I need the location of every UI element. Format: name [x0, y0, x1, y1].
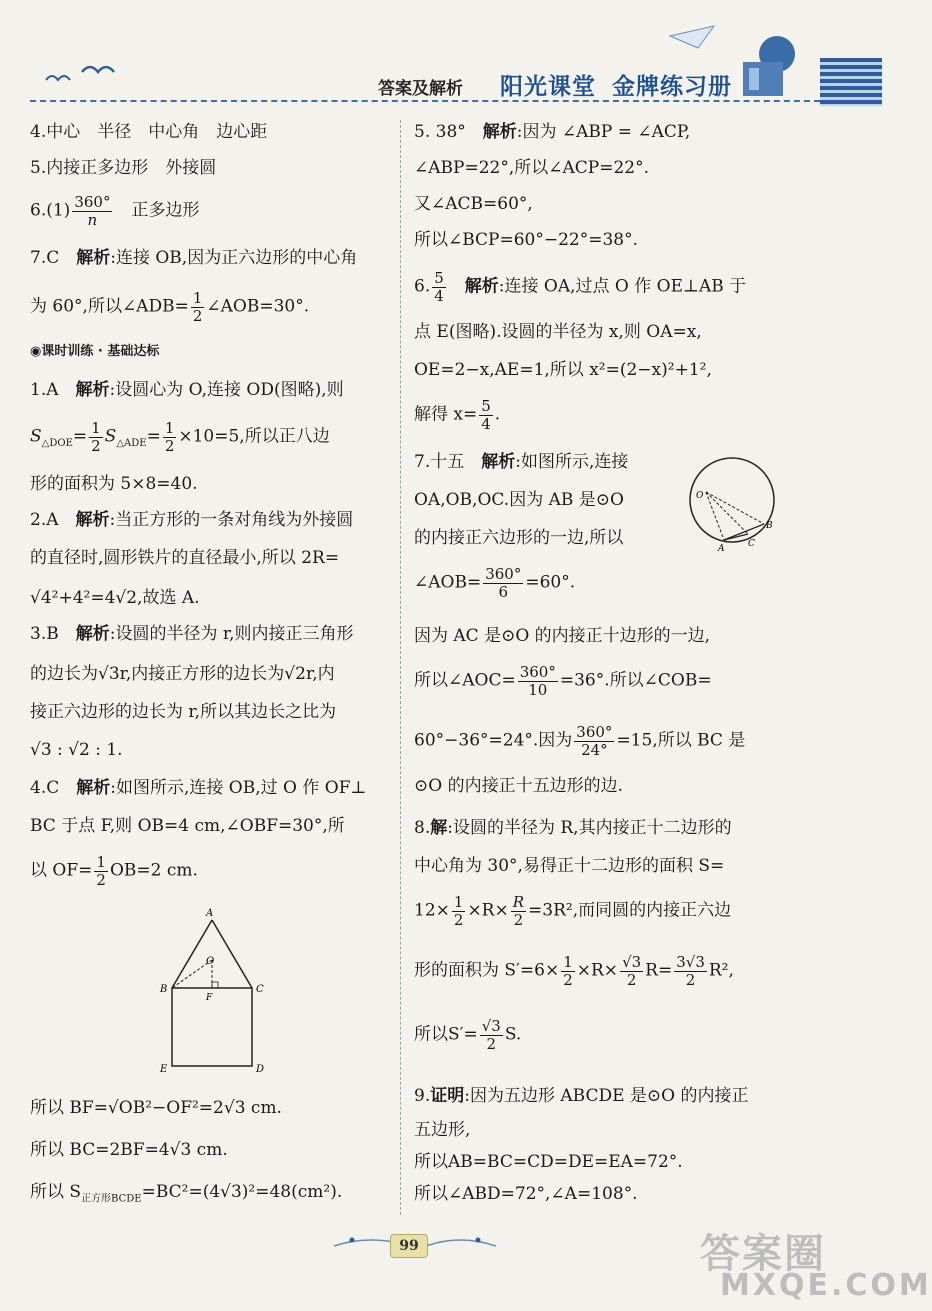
denominator: 2	[453, 910, 464, 929]
numerator	[511, 894, 526, 912]
text: 2.A	[30, 510, 76, 530]
text: 6.	[414, 276, 431, 297]
answer-b3-line3: 接正六边形的边长为 r,所以其边长之比为	[30, 702, 337, 722]
denominator: 2	[486, 1034, 497, 1053]
answer-b4-line5: 所以 BC=2BF=4√3 cm.	[30, 1140, 228, 1160]
numerator: 1	[192, 289, 203, 307]
answer-7-line2	[30, 290, 309, 324]
numerator: 5	[434, 269, 444, 287]
answer-r9-line2: 五边形,	[414, 1120, 471, 1140]
answer-r7-line3: 的内接正六边形的一边,所以	[414, 528, 624, 548]
text: 3.B	[30, 624, 76, 644]
text: =	[146, 426, 161, 447]
circle-figure	[684, 452, 784, 552]
text: 为 60°,所以∠ADB=	[30, 296, 189, 317]
keyword: 解	[430, 818, 448, 838]
numerator: 360°	[576, 723, 613, 741]
fraction	[163, 420, 177, 454]
answer-b1-line2	[30, 420, 330, 454]
subscript: △DOE	[41, 437, 73, 449]
text: S	[104, 426, 117, 447]
keyword: 证明	[430, 1086, 465, 1106]
page-number: 99	[390, 1234, 428, 1258]
fraction	[479, 398, 493, 432]
house-figure	[130, 896, 300, 1086]
answer-4: 4.中心 半径 中心角 边心距	[30, 122, 268, 142]
answer-r5-line3: 又∠ACB=60°,	[414, 194, 533, 214]
fraction	[518, 664, 558, 698]
label-F: F	[206, 993, 213, 1003]
text: R=	[645, 960, 673, 981]
keyword: 解析	[76, 778, 111, 798]
fraction	[94, 854, 108, 888]
header-title-b: 金牌练习册	[612, 73, 732, 100]
denominator: 2	[626, 970, 637, 989]
text: :设圆的半径为 r,则内接正三角形	[109, 624, 354, 644]
denominator: 2	[192, 306, 203, 325]
den-text: n	[87, 210, 98, 229]
text: =BC²=(4√3)²=48(cm²).	[141, 1182, 343, 1202]
globe-icon	[735, 32, 805, 102]
answer-b2-line1	[30, 510, 353, 530]
numerator: 1	[91, 419, 101, 437]
answer-b2-line3: √4²+4²=4√2,故选 A.	[30, 588, 200, 608]
page-header	[0, 0, 900, 118]
text: R²,	[708, 960, 734, 981]
answer-r8-line3	[414, 894, 731, 928]
text: :当正方形的一条对角线为外接圆	[109, 510, 354, 530]
answer-r8-line4	[414, 954, 734, 988]
numerator: 360°	[519, 663, 556, 681]
text: 9.	[414, 1086, 431, 1106]
section-title: 课时训练 · 基础达标	[41, 344, 160, 359]
denominator: 2	[513, 910, 524, 929]
text: 60°−36°=24°.因为	[414, 730, 573, 751]
num-text: R	[512, 893, 525, 911]
text: S.	[504, 1024, 522, 1045]
keyword: 解析	[464, 276, 499, 297]
text: ×R×	[467, 900, 509, 921]
answer-r8-line5	[414, 1018, 521, 1052]
section-badge-icon: ◉	[30, 344, 42, 359]
text: :设圆的半径为 R,其内接正十二边形的	[447, 818, 732, 838]
answer-r8-line1	[414, 818, 732, 838]
denominator: 2	[96, 870, 106, 889]
fraction	[72, 194, 112, 228]
answer-r8-line2: 中心角为 30°,易得正十二边形的面积 S=	[414, 856, 725, 876]
keyword: 解析	[75, 380, 110, 400]
text: 所以∠AOC=	[414, 670, 516, 691]
text: 1.A	[30, 380, 76, 400]
answer-r6-line2: 点 E(图略).设圆的半径为 x,则 OA=x,	[414, 322, 702, 342]
label-O: O	[696, 491, 704, 501]
answer-b4-line1	[30, 778, 366, 798]
numerator: √3	[622, 953, 642, 971]
numerator: 3√3	[676, 953, 705, 971]
label-C: C	[748, 539, 755, 549]
keyword: 解析	[481, 452, 516, 472]
text: :因为 ∠ABP = ∠ACP,	[516, 122, 691, 142]
numerator: 5	[481, 397, 491, 415]
text: =15,所以 BC 是	[616, 730, 746, 751]
text: S	[30, 426, 42, 447]
answer-r7-line7	[414, 724, 745, 758]
answer-r7-line1	[414, 452, 628, 472]
text: 形的面积为 S′=6×	[414, 960, 560, 981]
label-C: C	[256, 984, 264, 995]
header-label: 答案及解析	[378, 79, 463, 99]
text: :设圆心为 O,连接 OD(图略),则	[109, 380, 344, 400]
denominator: 2	[563, 970, 573, 989]
text: 以 OF=	[30, 860, 93, 881]
denominator: 2	[685, 970, 696, 989]
answer-b3-line4: √3 : √2 : 1.	[30, 740, 123, 760]
label-A: A	[718, 544, 725, 554]
label-E: E	[160, 1064, 168, 1075]
numerator: 1	[164, 419, 175, 437]
answer-r6-line1	[414, 270, 746, 304]
answer-r7-line4	[414, 566, 575, 600]
keyword: 解析	[75, 624, 110, 644]
text: 4.C	[30, 778, 77, 798]
answer-b3-line1	[30, 624, 354, 644]
text: =	[72, 426, 88, 447]
label-B: B	[766, 521, 773, 531]
text: 正多边形	[131, 200, 200, 221]
denominator	[72, 212, 112, 229]
answer-b2-line2: 的直径时,圆形铁片的直径最小,所以 2R=	[30, 548, 340, 568]
text: ×10=5,所以正八边	[178, 426, 330, 447]
keyword: 解析	[76, 248, 111, 268]
text: ∠AOB=	[414, 572, 482, 593]
column-divider	[400, 120, 401, 1215]
keyword: 解析	[482, 122, 517, 142]
label-B: B	[160, 984, 168, 995]
text: 7.C	[30, 248, 77, 268]
answer-b4-line4: 所以 BF=√OB²−OF²=2√3 cm.	[30, 1098, 282, 1118]
label-A: A	[206, 908, 214, 919]
text: :连接 OB,因为正六边形的中心角	[110, 248, 358, 268]
text: 所以S′=	[414, 1024, 478, 1045]
fraction	[483, 566, 523, 600]
answer-r6-line4: 解得 x= $\frac{5}{4}$ .	[414, 397, 501, 433]
label-O: O	[206, 956, 215, 967]
denominator: 6	[498, 582, 509, 601]
answer-r7-line5: 因为 AC 是⊙O 的内接正十边形的一边,	[414, 626, 711, 646]
text: 所以 S	[30, 1182, 82, 1202]
numerator: 1	[453, 893, 464, 911]
text: ∠AOB=30°.	[206, 296, 310, 317]
text: =36°.所以∠COB=	[559, 670, 712, 691]
denominator: 4	[434, 286, 444, 305]
fraction	[574, 724, 614, 758]
text: 12×	[414, 900, 450, 921]
answer-b4-line3	[30, 854, 198, 888]
numerator: 360°	[74, 193, 111, 211]
answer-r9-line1	[414, 1086, 749, 1106]
fraction	[511, 894, 526, 928]
answer-b1-line1	[30, 380, 344, 400]
denominator: 4	[481, 414, 491, 433]
keyword: 解析	[75, 510, 110, 530]
numerator: √3	[481, 1017, 501, 1035]
text: :因为五边形 ABCDE 是⊙O 的内接正	[464, 1086, 749, 1106]
fraction	[89, 420, 103, 454]
subscript: 正方形BCDE	[81, 1193, 142, 1205]
fraction	[561, 954, 575, 988]
answer-5: 5.内接正多边形 外接圆	[30, 158, 217, 178]
answer-b3-line2: 的边长为√3r,内接正方形的边长为√2r,内	[30, 664, 335, 684]
answer-6	[30, 194, 199, 228]
fraction	[432, 270, 446, 304]
numerator: 360°	[485, 565, 522, 583]
watermark: 答案圈	[700, 1231, 826, 1277]
watermark-url: MXQE.COM	[720, 1268, 932, 1303]
answer-7-line1	[30, 248, 357, 268]
answer-r7-line6	[414, 664, 712, 698]
answer-b4-line2: BC 于点 F,则 OB=4 cm,∠OBF=30°,所	[30, 816, 345, 836]
fraction	[674, 954, 707, 988]
text: 解得 x=	[414, 404, 478, 425]
header-stripes	[820, 58, 882, 106]
answer-r5-line4: 所以∠BCP=60°−22°=38°.	[414, 230, 639, 250]
denominator: 24°	[581, 740, 608, 759]
answer-r9-line3: 所以AB=BC=CD=DE=EA=72°.	[414, 1152, 683, 1172]
answer-r5-line2: ∠ABP=22°,所以∠ACP=22°.	[414, 158, 649, 178]
fraction	[620, 954, 643, 988]
text: :连接 OA,过点 O 作 OE⊥AB 于	[498, 276, 747, 297]
section-heading	[30, 344, 159, 360]
text: =3R²,而同圆的内接正六边	[528, 900, 732, 921]
answer-b1-line3: 形的面积为 5×8=40.	[30, 474, 198, 494]
text: :如图所示,连接 OB,过 O 作 OF⊥	[110, 778, 367, 798]
text: =60°.	[525, 572, 576, 593]
denominator: 2	[164, 436, 175, 455]
fraction	[191, 290, 205, 324]
fraction	[452, 894, 466, 928]
paper-plane-icon	[668, 22, 718, 52]
denominator: 10	[528, 680, 548, 699]
header-title-a: 阳光课堂	[500, 73, 596, 100]
text: 6.(1)	[30, 200, 71, 221]
text: :如图所示,连接	[515, 452, 629, 472]
answer-b4-line6	[30, 1182, 342, 1205]
answer-r7-line2: OA,OB,OC.因为 AB 是⊙O	[414, 490, 624, 510]
answer-r5-line1	[414, 122, 690, 142]
text: 8.	[414, 818, 431, 838]
text: 7.十五	[414, 452, 482, 472]
text: ×R×	[576, 960, 619, 981]
subscript: △ADE	[116, 437, 147, 449]
numerator: 1	[563, 953, 573, 971]
denominator: 2	[91, 436, 101, 455]
answer-r7-line8: ⊙O 的内接正十五边形的边.	[414, 776, 623, 796]
answer-r6-line3: OE=2−x,AE=1,所以 x²=(2−x)²+1²,	[414, 360, 712, 380]
text: 5. 38°	[414, 122, 483, 142]
text: OB=2 cm.	[109, 860, 198, 881]
birds-icon	[42, 58, 122, 88]
numerator: 1	[96, 853, 106, 871]
answer-r9-line4: 所以∠ABD=72°,∠A=108°.	[414, 1184, 638, 1204]
label-D: D	[256, 1064, 265, 1075]
fraction	[480, 1018, 503, 1052]
